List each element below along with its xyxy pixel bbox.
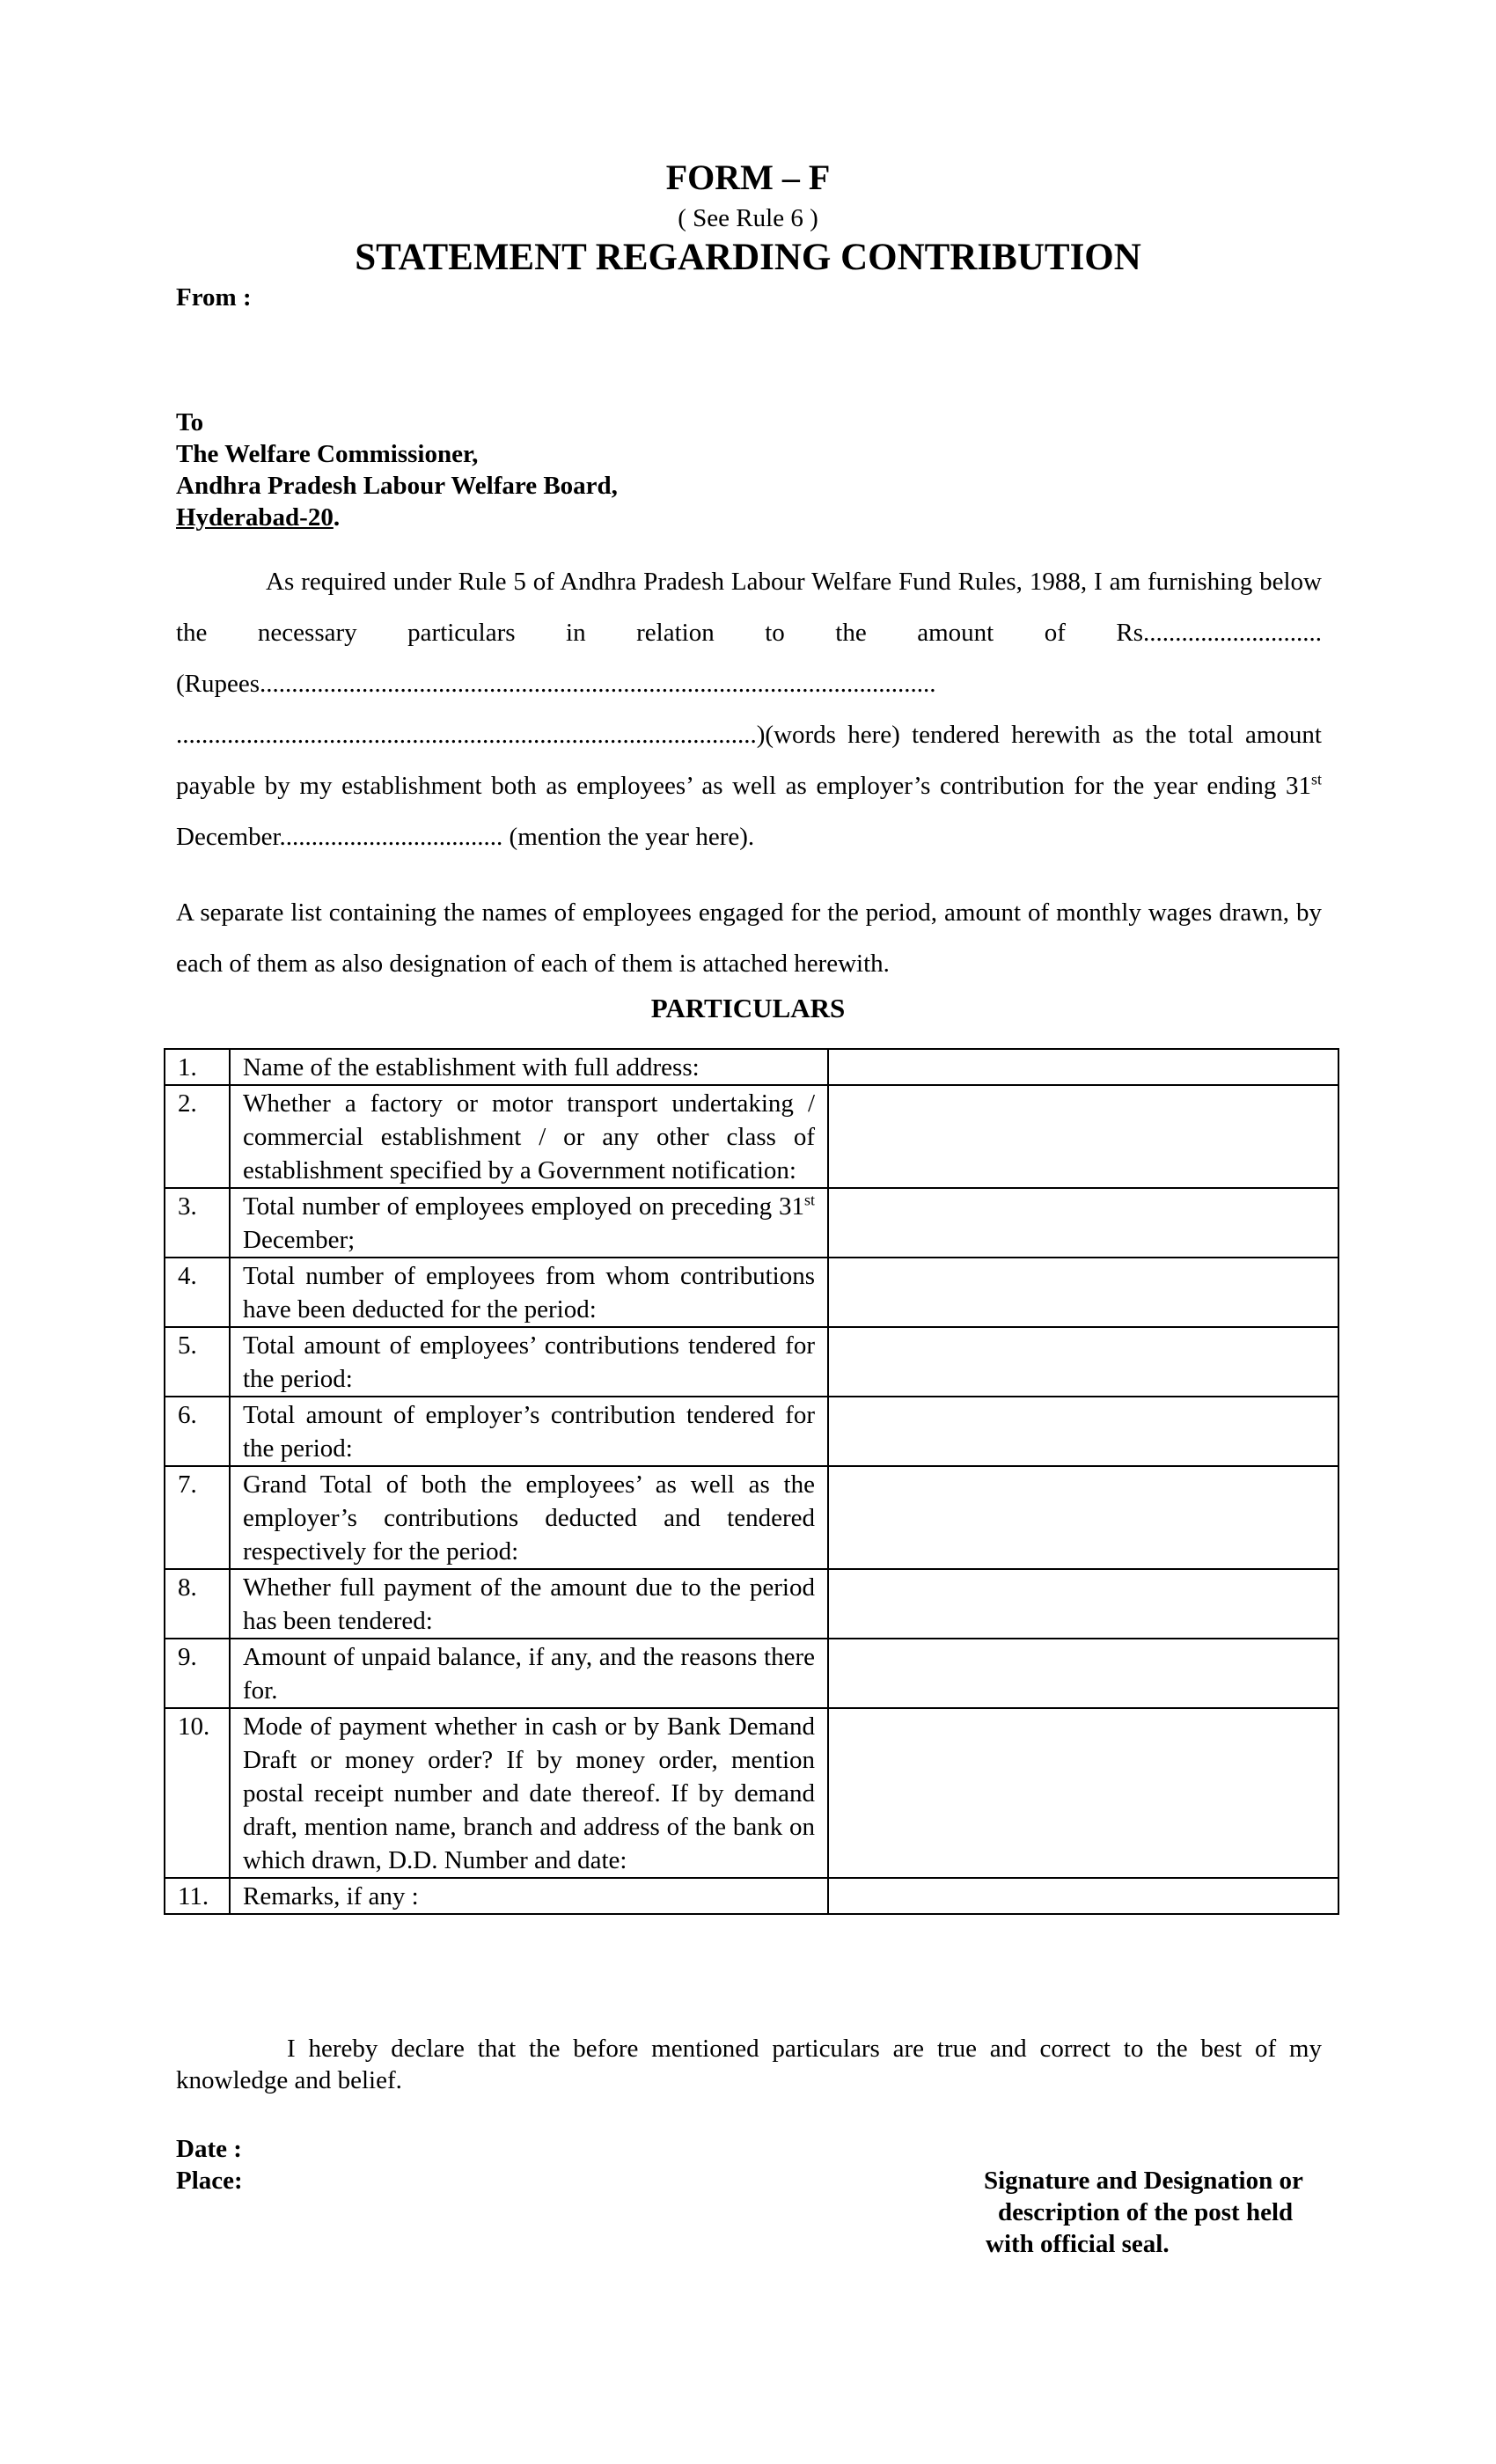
row-question-superscript: st bbox=[803, 1191, 815, 1209]
date-place-block bbox=[176, 2133, 243, 2196]
body-paragraph-1 bbox=[176, 556, 1322, 862]
signature-line-3: with official seal. bbox=[986, 2230, 1170, 2258]
row-answer-field[interactable] bbox=[828, 1049, 1338, 1085]
row-question: Grand Total of both the employees’ as well as the employer’s contributions deducted and tendered respectively for the period: bbox=[230, 1466, 828, 1569]
recipient-address bbox=[176, 407, 618, 533]
recipient-city: Hyderabad-20 bbox=[176, 503, 334, 532]
recipient-city-suffix: . bbox=[333, 503, 341, 532]
row-number: 11. bbox=[165, 1878, 230, 1914]
paragraph-1-text: As required under Rule 5 of Andhra Pradesh Labour Welfare Fund Rules, 1988, I am furnishing below the necessary particulars in relation to the amount of Rs............................(Rupees.......................................................................................................... ...........................................................................................)(words here) tendered herewith as the total amount payable by my establishment both as employees’ as well as employer’s contribution for the year ending 31 bbox=[176, 568, 1322, 800]
row-question: Mode of payment whether in cash or by Bank Demand Draft or money order? If by money order, mention postal receipt number and date thereof. If by demand draft, mention name, branch and address of the bank on which drawn, D.D. Number and date: bbox=[230, 1708, 828, 1878]
table-row bbox=[165, 1878, 1338, 1914]
table-row bbox=[165, 1397, 1338, 1466]
row-question: Whether a factory or motor transport undertaking / commercial establishment / or any other class of establishment specified by a Government notification: bbox=[230, 1085, 828, 1188]
declaration-text: I hereby declare that the before mentioned particulars are true and correct to the best of my knowledge and belief. bbox=[176, 2035, 1322, 2094]
row-question: Total number of employees from whom contributions have been deducted for the period: bbox=[230, 1258, 828, 1327]
paragraph-1-superscript: st bbox=[1310, 770, 1322, 788]
to-label: To bbox=[176, 408, 204, 436]
paragraph-2-text: A separate list containing the names of employees engaged for the period, amount of monthly wages drawn, by each of them as also designation of each of them is attached herewith. bbox=[176, 898, 1322, 978]
particulars-table bbox=[164, 1048, 1339, 1915]
row-number: 5. bbox=[165, 1327, 230, 1397]
table-row bbox=[165, 1466, 1338, 1569]
row-number: 2. bbox=[165, 1085, 230, 1188]
row-answer-field[interactable] bbox=[828, 1397, 1338, 1466]
row-number: 6. bbox=[165, 1397, 230, 1466]
recipient-city-line bbox=[176, 502, 618, 533]
row-answer-field[interactable] bbox=[828, 1708, 1338, 1878]
row-question-text: Total number of employees employed on preceding 31 bbox=[243, 1192, 804, 1221]
row-number: 10. bbox=[165, 1708, 230, 1878]
signature-block bbox=[984, 2165, 1303, 2260]
body-paragraph-2 bbox=[176, 887, 1322, 989]
row-question: Total amount of employer’s contribution tendered for the period: bbox=[230, 1397, 828, 1466]
table-row bbox=[165, 1639, 1338, 1708]
row-number: 1. bbox=[165, 1049, 230, 1085]
rule-reference: ( See Rule 6 ) bbox=[678, 204, 818, 232]
place-label: Place: bbox=[176, 2167, 243, 2195]
row-question: Total amount of employees’ contributions tendered for the period: bbox=[230, 1327, 828, 1397]
row-question bbox=[230, 1188, 828, 1258]
row-answer-field[interactable] bbox=[828, 1639, 1338, 1708]
row-number: 8. bbox=[165, 1569, 230, 1639]
from-label: From : bbox=[176, 283, 252, 312]
row-question: Remarks, if any : bbox=[230, 1878, 828, 1914]
row-answer-field[interactable] bbox=[828, 1569, 1338, 1639]
recipient-line-2: Andhra Pradesh Labour Welfare Board, bbox=[176, 472, 618, 500]
form-title: FORM – F bbox=[665, 158, 831, 197]
table-row bbox=[165, 1188, 1338, 1258]
row-number: 4. bbox=[165, 1258, 230, 1327]
signature-line-2: description of the post held bbox=[998, 2198, 1294, 2226]
row-number: 7. bbox=[165, 1466, 230, 1569]
row-question: Whether full payment of the amount due to the period has been tendered: bbox=[230, 1569, 828, 1639]
recipient-line-1: The Welfare Commissioner, bbox=[176, 440, 479, 468]
paragraph-1-text-end: December................................... (mention the year here). bbox=[176, 823, 755, 851]
page-title: STATEMENT REGARDING CONTRIBUTION bbox=[355, 237, 1141, 278]
row-answer-field[interactable] bbox=[828, 1258, 1338, 1327]
table-row bbox=[165, 1569, 1338, 1639]
table-row bbox=[165, 1327, 1338, 1397]
row-answer-field[interactable] bbox=[828, 1188, 1338, 1258]
row-answer-field[interactable] bbox=[828, 1085, 1338, 1188]
row-number: 9. bbox=[165, 1639, 230, 1708]
table-row bbox=[165, 1049, 1338, 1085]
table-row bbox=[165, 1085, 1338, 1188]
row-question-text-end: December; bbox=[243, 1226, 356, 1254]
signature-line-1: Signature and Designation or bbox=[984, 2167, 1303, 2195]
row-question: Amount of unpaid balance, if any, and the reasons there for. bbox=[230, 1639, 828, 1708]
row-answer-field[interactable] bbox=[828, 1878, 1338, 1914]
date-label: Date : bbox=[176, 2135, 242, 2163]
particulars-heading: PARTICULARS bbox=[650, 993, 846, 1023]
table-row bbox=[165, 1708, 1338, 1878]
table-row bbox=[165, 1258, 1338, 1327]
row-number: 3. bbox=[165, 1188, 230, 1258]
row-answer-field[interactable] bbox=[828, 1466, 1338, 1569]
row-answer-field[interactable] bbox=[828, 1327, 1338, 1397]
row-question: Name of the establishment with full address: bbox=[230, 1049, 828, 1085]
